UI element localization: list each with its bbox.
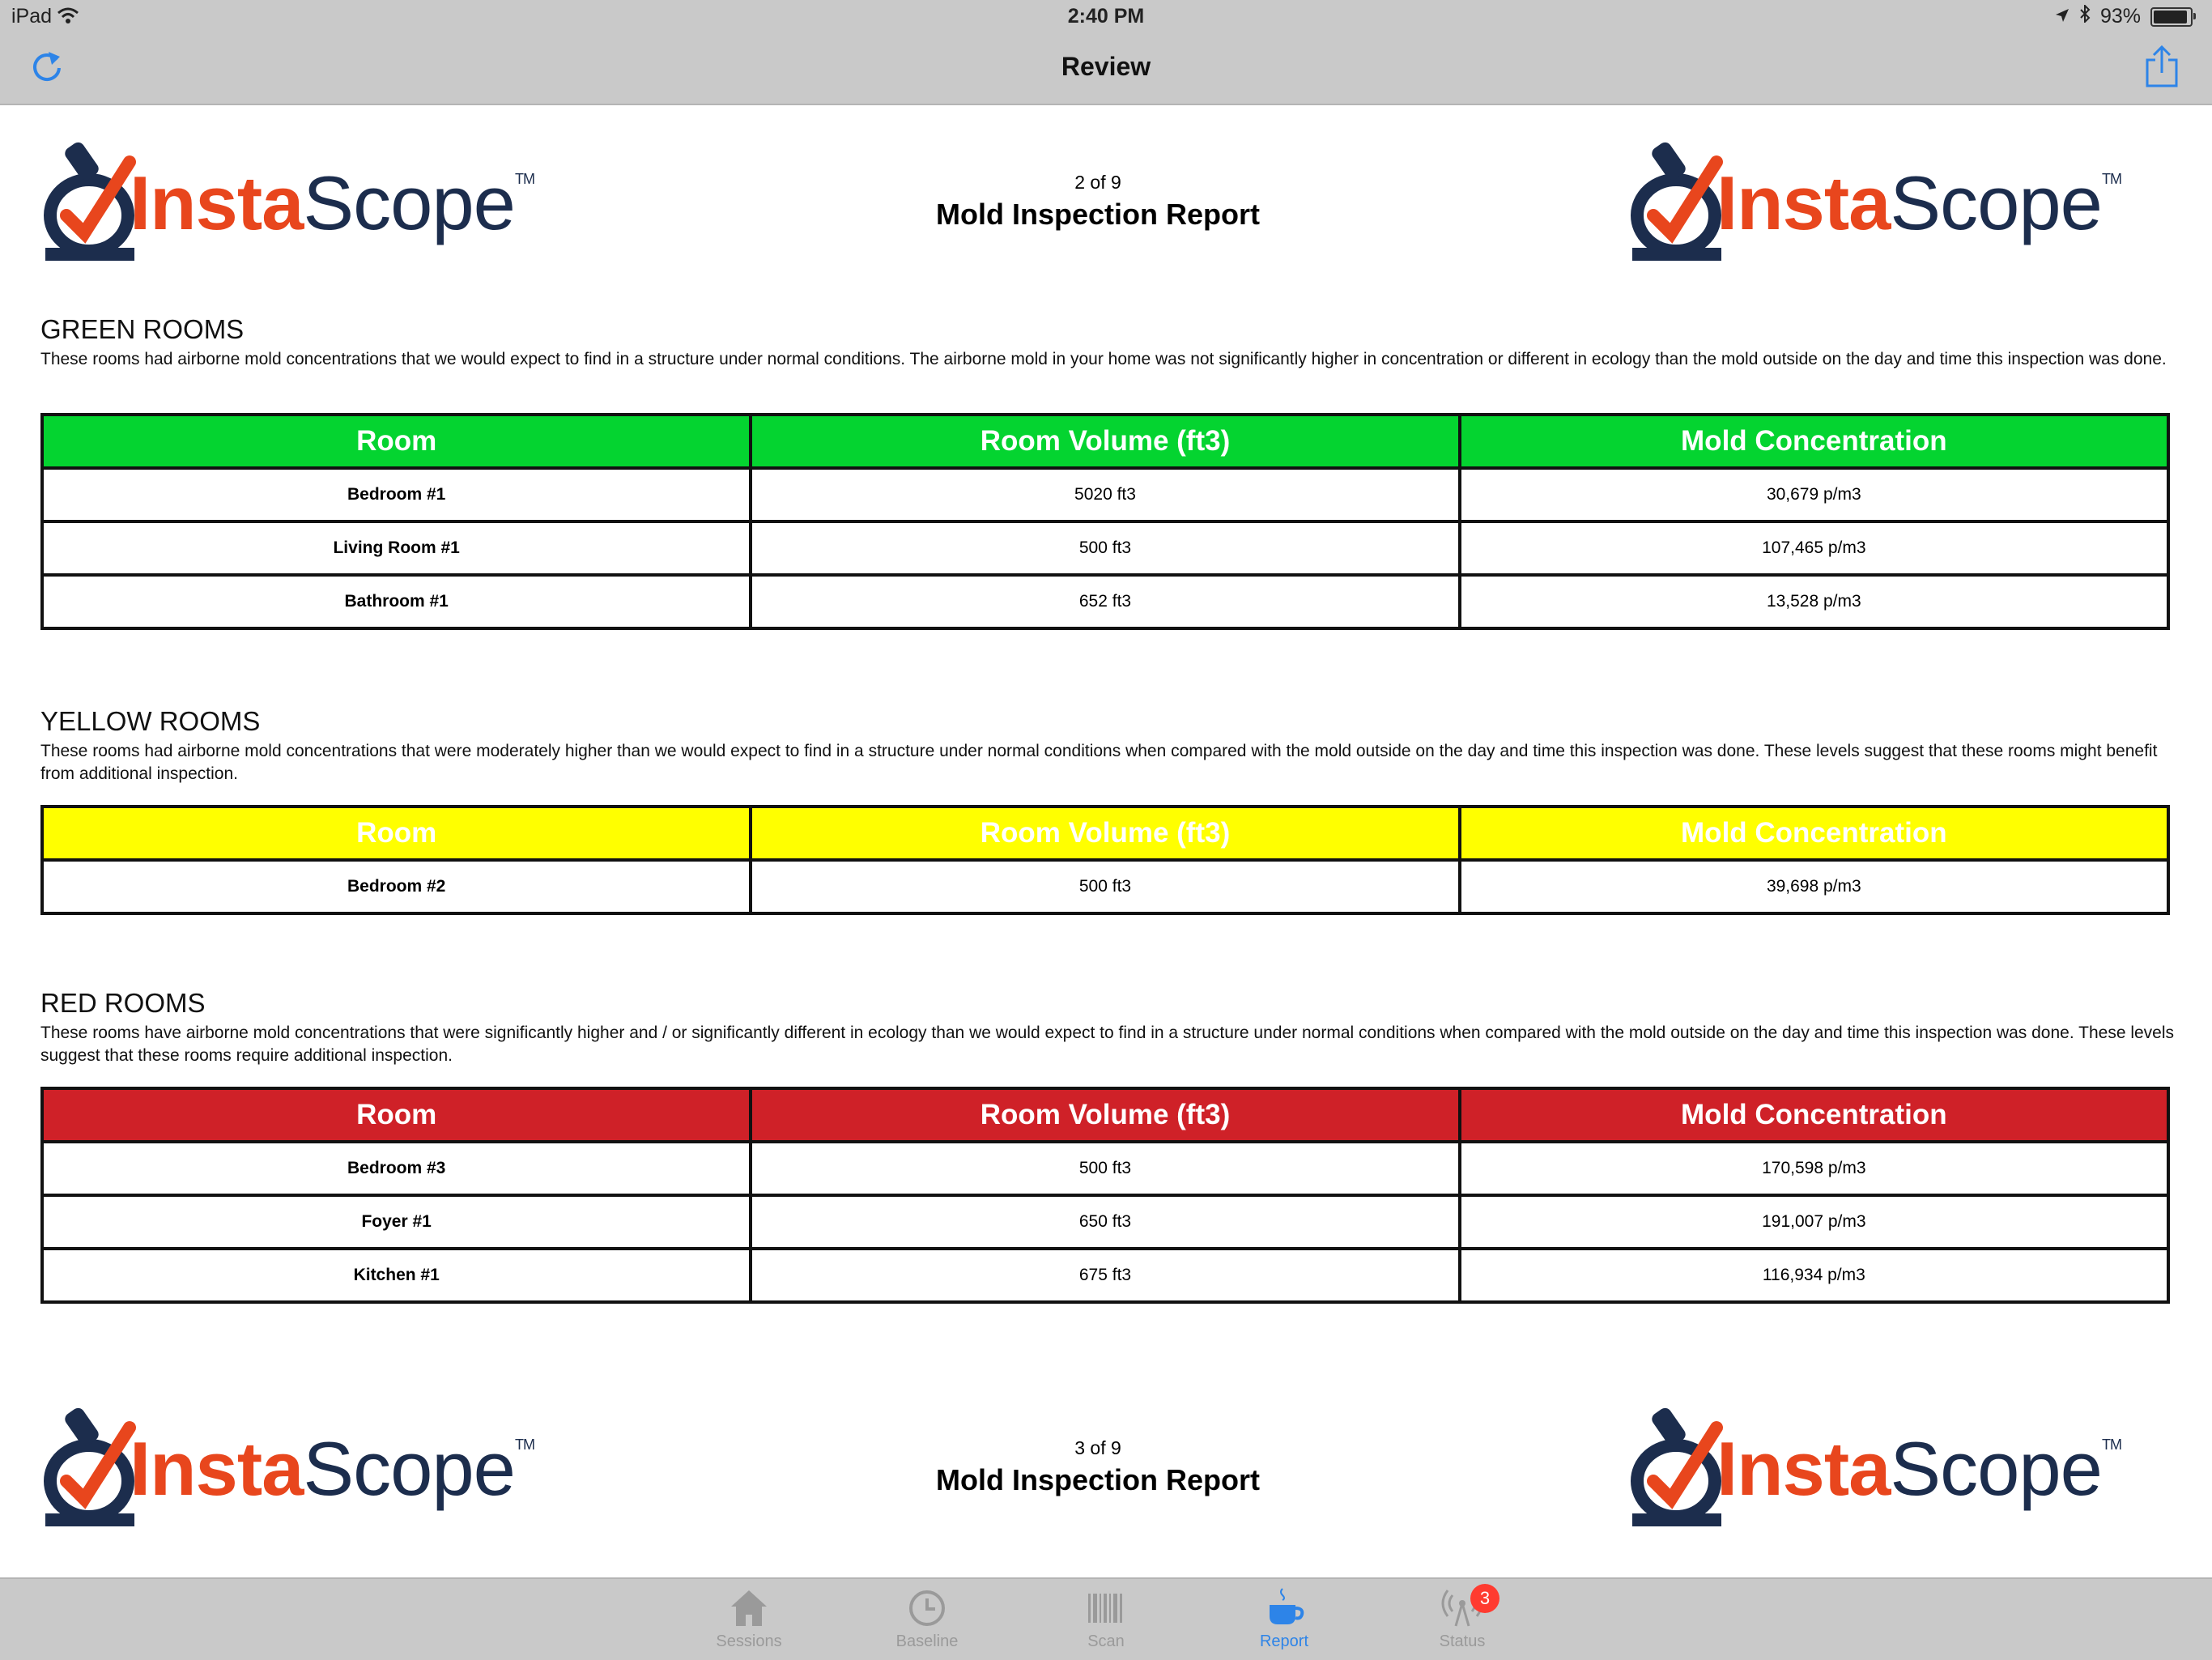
logo-tm: TM [2101, 1437, 2121, 1453]
report-view[interactable] [0, 105, 2212, 1577]
table-header-row [42, 1088, 2168, 1142]
tab-baseline[interactable] [862, 1587, 992, 1660]
page-number: 2 of 9 [1074, 172, 1121, 193]
table-row [42, 1195, 2168, 1249]
logo-tm: TM [514, 1437, 534, 1453]
microscope-check-icon [1626, 138, 1731, 267]
battery-percent: 93% [2099, 5, 2141, 28]
room-cell: Kitchen #1 [42, 1249, 751, 1302]
tab-label: Sessions [716, 1632, 782, 1650]
navigation-bar [0, 0, 2212, 105]
room-cell: Foyer #1 [42, 1195, 751, 1249]
antenna-icon [1438, 1587, 1491, 1629]
page-header [0, 1403, 2212, 1549]
green-rooms-description: These rooms had airborne mold concentrations that we would expect to find in a structure under normal conditions. The airborne mold in your home was not significantly higher in concentration or different in ecology than the mold outside on the day and time this inspection was done. [40, 350, 2167, 368]
logo-insta: Insta [130, 1426, 304, 1511]
table-row [42, 575, 2168, 628]
column-header-volume: Room Volume (ft3) [751, 1088, 1459, 1142]
page-title: Mold Inspection Report [936, 198, 1260, 231]
volume-cell: 5020 ft3 [751, 468, 1459, 521]
logo-scope: Scope [303, 160, 515, 245]
yellow-rooms-title: YELLOW ROOMS [40, 706, 261, 736]
table-row [42, 1142, 2168, 1195]
table-row [42, 860, 2168, 913]
logo-tm: TM [2101, 171, 2121, 187]
battery-icon [2150, 7, 2193, 27]
column-header-volume: Room Volume (ft3) [751, 415, 1459, 468]
red-rooms-title: RED ROOMS [40, 988, 206, 1018]
tab-label: Status [1439, 1632, 1486, 1650]
tab-report[interactable] [1219, 1587, 1349, 1660]
room-cell: Bathroom #1 [42, 575, 751, 628]
column-header-room: Room [42, 1088, 751, 1142]
share-button[interactable] [2144, 44, 2180, 87]
coffee-cup-icon [1260, 1587, 1308, 1629]
page-header [0, 138, 2212, 283]
status-badge: 3 [1470, 1584, 1499, 1613]
room-cell: Bedroom #2 [42, 860, 751, 913]
microscope-check-icon [1626, 1403, 1731, 1533]
green-rooms-table [40, 413, 2170, 630]
table-row [42, 1249, 2168, 1302]
instascope-logo [1626, 1403, 2144, 1533]
logo-scope: Scope [303, 1426, 515, 1511]
location-icon [2055, 5, 2069, 28]
yellow-rooms-description: These rooms had airborne mold concentrations that were moderately higher than we would expect to find in a structure under normal conditions when compared with the mold outside on the day and time this inspection was done. These levels suggest that these rooms might benefit from additional inspection. [40, 742, 2158, 783]
home-icon [725, 1587, 773, 1629]
red-rooms-description: These rooms have airborne mold concentrations that were significantly higher and / or significantly different in ecology than we would expect to find in a structure under normal conditions when compared with the mold outside on the day and time this inspection was done. These levels suggest that these rooms require additional inspection. [40, 1024, 2175, 1065]
concentration-cell: 191,007 p/m3 [1460, 1195, 2168, 1249]
column-header-room: Room [42, 415, 751, 468]
table-row [42, 521, 2168, 575]
volume-cell: 652 ft3 [751, 575, 1459, 628]
concentration-cell: 170,598 p/m3 [1460, 1142, 2168, 1195]
room-cell: Living Room #1 [42, 521, 751, 575]
volume-cell: 500 ft3 [751, 860, 1459, 913]
clock-icon [903, 1587, 951, 1629]
table-header-row [42, 415, 2168, 468]
column-header-room: Room [42, 807, 751, 860]
column-header-volume: Room Volume (ft3) [751, 807, 1459, 860]
status-right [2055, 5, 2193, 28]
column-header-concentration: Mold Concentration [1460, 807, 2168, 860]
green-rooms-title: GREEN ROOMS [40, 314, 245, 344]
tab-sessions[interactable] [684, 1587, 814, 1660]
logo-scope: Scope [1890, 160, 2102, 245]
barcode-icon [1082, 1587, 1130, 1629]
bluetooth-icon [2079, 5, 2091, 28]
nav-title: Review [1061, 52, 1151, 81]
volume-cell: 500 ft3 [751, 521, 1459, 575]
volume-cell: 650 ft3 [751, 1195, 1459, 1249]
concentration-cell: 107,465 p/m3 [1460, 521, 2168, 575]
page-title: Mold Inspection Report [936, 1463, 1260, 1496]
instascope-logo [1626, 138, 2144, 267]
room-cell: Bedroom #1 [42, 468, 751, 521]
table-header-row [42, 807, 2168, 860]
logo-insta: Insta [130, 160, 304, 245]
concentration-cell: 116,934 p/m3 [1460, 1249, 2168, 1302]
volume-cell: 500 ft3 [751, 1142, 1459, 1195]
column-header-concentration: Mold Concentration [1460, 1088, 2168, 1142]
table-row [42, 468, 2168, 521]
volume-cell: 675 ft3 [751, 1249, 1459, 1302]
concentration-cell: 39,698 p/m3 [1460, 860, 2168, 913]
tab-label: Scan [1087, 1632, 1125, 1650]
concentration-cell: 30,679 p/m3 [1460, 468, 2168, 521]
logo-insta: Insta [1716, 1426, 1891, 1511]
concentration-cell: 13,528 p/m3 [1460, 575, 2168, 628]
device-label: iPad [11, 5, 53, 28]
tab-bar [0, 1577, 2212, 1660]
logo-scope: Scope [1890, 1426, 2102, 1511]
tab-scan[interactable] [1041, 1587, 1171, 1660]
tab-label: Baseline [895, 1632, 959, 1650]
page-number: 3 of 9 [1074, 1437, 1121, 1458]
logo-tm: TM [514, 171, 534, 187]
share-icon [2144, 44, 2180, 87]
tab-status[interactable] [1397, 1587, 1527, 1660]
red-rooms-table [40, 1087, 2170, 1304]
status-time: 2:40 PM [1067, 5, 1145, 28]
room-cell: Bedroom #3 [42, 1142, 751, 1195]
column-header-concentration: Mold Concentration [1460, 415, 2168, 468]
logo-insta: Insta [1716, 160, 1891, 245]
yellow-rooms-table [40, 805, 2170, 915]
tab-label: Report [1259, 1632, 1309, 1650]
